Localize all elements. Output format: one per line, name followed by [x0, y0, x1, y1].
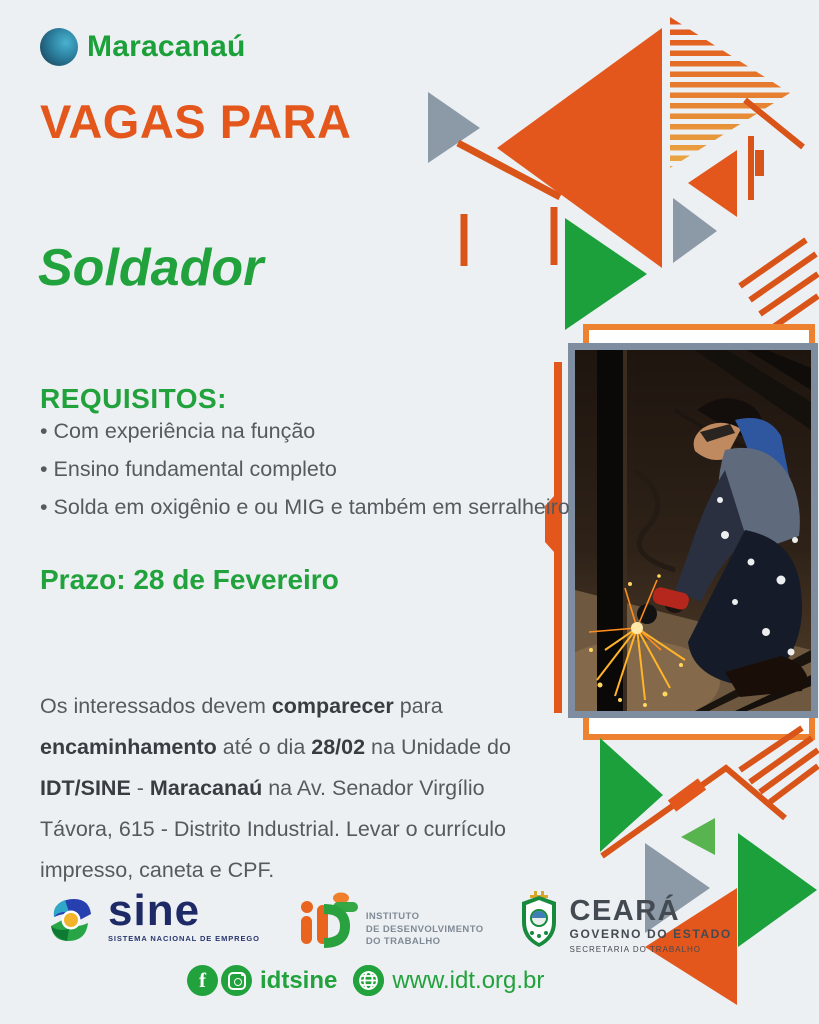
sine-logo: [42, 886, 260, 949]
maracanau-logo-icon: [40, 28, 78, 66]
instagram-icon[interactable]: [221, 965, 252, 996]
requirement-item: • Solda em oxigênio e ou MIG e também em serralheiro: [40, 488, 570, 526]
idt-logo: [296, 891, 484, 949]
idt-logo-icon: [296, 891, 358, 949]
requirements-heading: REQUISITOS:: [40, 383, 228, 414]
brand: [40, 28, 246, 66]
welder-scene: [575, 350, 811, 711]
social-handle[interactable]: idtsine: [260, 966, 338, 994]
sine-logo-icon: [42, 891, 100, 949]
page-title: VAGAS PARA: [40, 95, 352, 148]
footer-logos: [42, 886, 732, 954]
welder-photo: [568, 343, 818, 718]
website-link[interactable]: www.idt.org.br: [392, 966, 545, 994]
diagonal-stripes-icon: [740, 240, 818, 328]
idt-text: INSTITUTO DE DESENVOLVIMENTO DO TRABALHO: [365, 911, 484, 947]
requirements-list: [40, 412, 570, 526]
globe-icon[interactable]: [353, 965, 384, 996]
facebook-icon[interactable]: f: [187, 965, 218, 996]
ceara-coat-of-arms-icon: [518, 891, 560, 949]
ceara-logo: [518, 891, 732, 954]
requirement-item: • Ensino fundamental completo: [40, 450, 570, 488]
sine-wordmark: sine: [108, 886, 201, 935]
brand-name: Maracanaú: [87, 30, 246, 63]
social-row: [187, 965, 544, 996]
ceara-government-line: GOVERNO DO ESTADO: [569, 927, 732, 941]
sine-tagline: SISTEMA NACIONAL DE EMPREGO: [108, 934, 260, 943]
instructions: Os interessados devem comparecer para encaminhamento até o dia 28/02 na Unidade do IDT/SINE - Maracanaú na Av. Senador Virgílio Távora, 615 - Distrito Industrial. Levar o currículo impresso, caneta e CPF.: [40, 694, 511, 882]
ceara-secretary-line: SECRETARIA DO TRABALHO: [569, 945, 702, 954]
ceara-wordmark: CEARÁ: [569, 895, 681, 927]
job-title: Soldador: [38, 239, 264, 297]
requirement-item: • Com experiência na função: [40, 412, 570, 450]
deadline: Prazo: 28 de Fevereiro: [40, 564, 339, 595]
striped-triangle-icon: [664, 17, 796, 168]
